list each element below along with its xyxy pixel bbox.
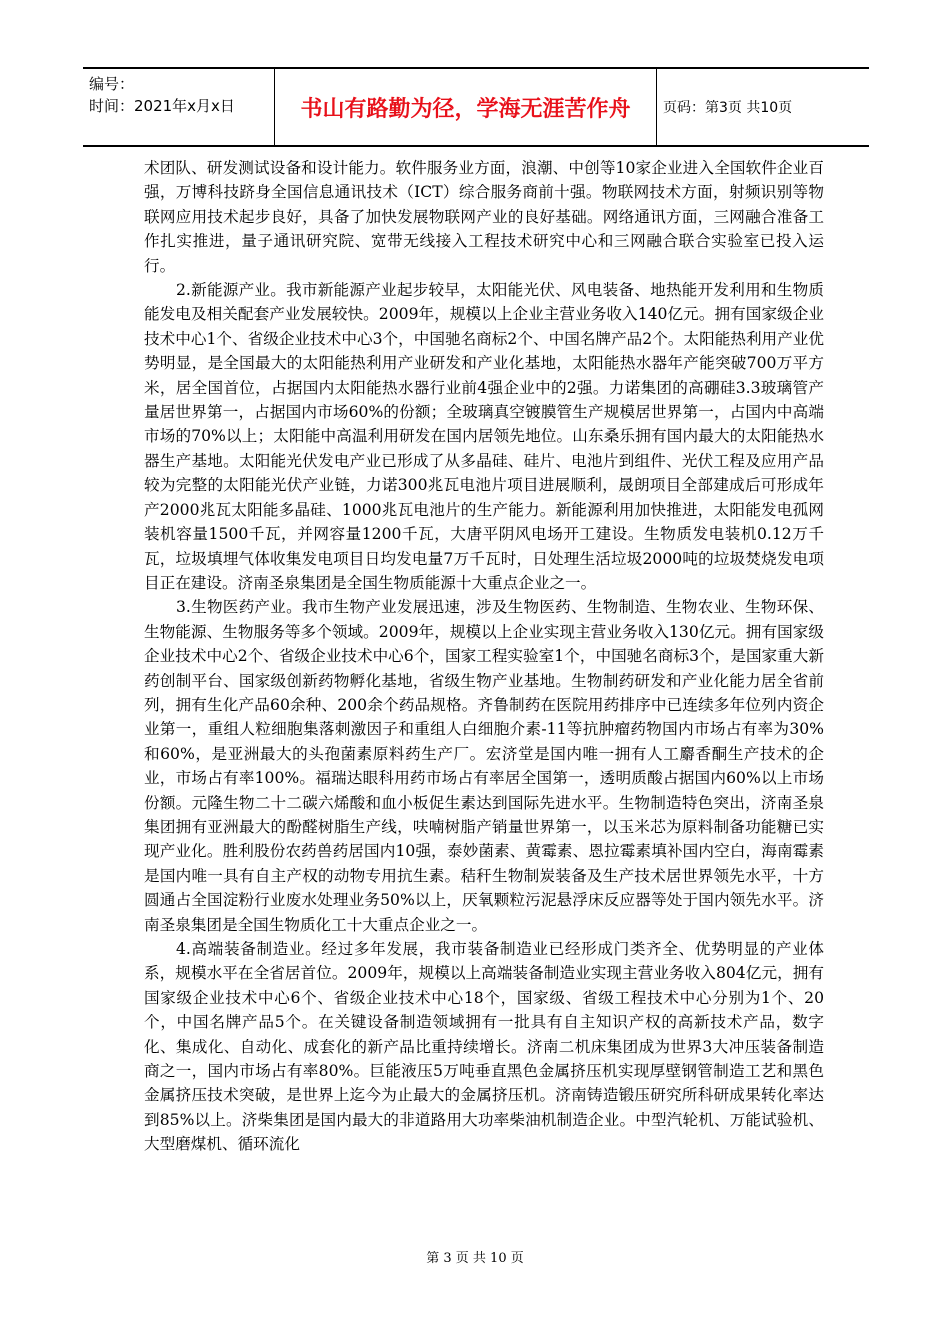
page-footer: 第 3 页 共 10 页 (426, 1251, 524, 1266)
document-number-label: 编号： (89, 75, 135, 93)
paragraph-new-energy: 2.新能源产业。我市新能源产业起步较早，太阳能光伏、风电装备、地热能开发利用和生物质能发电及相关配套产业发展较快。2009年，规模以上企业主营业务收入140亿元。拥有国家级企业技术中心1个、省级企业技术中心3个，中国驰名商标2个、中国名牌产品2个。太阳能热利用产业优势明显，是全国最大的太阳能热利用产业研发和产业化基地，太阳能热水器年产能突破700万平方米，居全国首位，占据国内太阳能热水器行业前4强企业中的2强。力诺集团的高硼硅3.3玻璃管产量居世界第一，占据国内市场60%的份额；全玻璃真空镀膜管生产规模居世界第一，占国内中高端市场的70%以上；太阳能中高温利用研发在国内居领先地位。山东桑乐拥有国内最大的太阳能热水器生产基地。太阳能光伏发电产业已形成了从多晶硅、硅片、电池片到组件、光伏工程及应用产品较为完整的太阳能光伏产业链，力诺300兆瓦电池片项目进展顺利，晟朗项目全部建成后可形成年产2000兆瓦太阳能多晶硅、1000兆瓦电池片的生产能力。新能源利用加快推进，太阳能发电孤网装机容量1500千瓦，并网容量1200千瓦，大唐平阴风电场开工建设。生物质发电装机0.12万千瓦，垃圾填埋气体收集发电项目日均发电量7万千瓦时，日处理生活垃圾2000吨的垃圾焚烧发电项目正在建设。济南圣泉集团是全国生物质能源十大重点企业之一。 (144, 281, 824, 592)
header-motto: 书山有路勤为径，学海无涯苦作舟 (275, 69, 657, 145)
header-meta (83, 69, 275, 145)
page-header (83, 67, 869, 147)
paragraph-ict: 术团队、研发测试设备和设计能力。软件服务业方面，浪潮、中创等10家企业进入全国软件企业百强，万博科技跻身全国信息通讯技术（ICT）综合服务商前十强。物联网技术方面，射频识别等物联网应用技术起步良好，具备了加快发展物联网产业的良好基础。网络通讯方面，三网融合准备工作扎实推进，量子通讯研究院、宽带无线接入工程技术研究中心和三网融合联合实验室已投入运行。 (144, 159, 824, 275)
document-body (144, 156, 824, 1157)
paragraph-equipment-manufacturing: 4.高端装备制造业。经过多年发展，我市装备制造业已经形成门类齐全、优势明显的产业体系，规模水平在全省居首位。2009年，规模以上高端装备制造业实现主营业务收入804亿元，拥有国家级企业技术中心6个、省级企业技术中心18个，国家级、省级工程技术中心分别为1个、20个，中国名牌产品5个。在关键设备制造领域拥有一批具有自主知识产权的高新技术产品，数字化、集成化、自动化、成套化的新产品比重持续增长。济南二机床集团成为世界3大冲压装备制造商之一，国内市场占有率80%。巨能液压5万吨垂直黑色金属挤压机实现厚壁钢管制造工艺和黑色金属挤压技术突破，是世界上迄今为止最大的金属挤压机。济南铸造锻压研究所科研成果转化率达到85%以上。济柴集团是国内最大的非道路用大功率柴油机制造企业。中型汽轮机、万能试验机、大型磨煤机、循环流化 (144, 940, 824, 1154)
document-time-label: 时间：2021年x月x日 (89, 97, 235, 115)
header-page-number: 页码：第3页 共10页 (663, 100, 793, 116)
paragraph-biomedicine: 3.生物医药产业。我市生物产业发展迅速，涉及生物医药、生物制造、生物农业、生物环保、生物能源、生物服务等多个领域。2009年，规模以上企业实现主营业务收入130亿元。拥有国家级企业技术中心2个、省级企业技术中心6个，国家工程实验室1个，中国驰名商标3个，是国家重大新药创制平台、国家级创新药物孵化基地，省级生物产业基地。生物制药研发和产业化能力居全省前列，拥有生化产品60余种、200余个药品规格。齐鲁制药在医院用药排序中已连续多年位列内资企业第一，重组人粒细胞集落刺激因子和重组人白细胞介素-11等抗肿瘤药物国内市场占有率为30%和60%，是亚洲最大的头孢菌素原料药生产厂。宏济堂是国内唯一拥有人工麝香酮生产技术的企业，市场占有率100%。福瑞达眼科用药市场占有率居全国第一，透明质酸占据国内60%以上市场份额。元隆生物二十二碳六烯酸和血小板促生素达到国际先进水平。生物制造特色突出，济南圣泉集团拥有亚洲最大的酚醛树脂生产线，呋喃树脂产销量世界第一，以玉米芯为原料制备功能糖已实现产业化。胜利股份农药兽药居国内10强，泰妙菌素、黄霉素、恩拉霉素填补国内空白，海南霉素是国内唯一具有自主产权的动物专用抗生素。秸秆生物制炭装备及生产技术居世界领先水平，十方圆通占全国淀粉行业废水处理业务50%以上，厌氧颗粒污泥悬浮床反应器等处于国内领先水平。济南圣泉集团是全国生物质化工十大重点企业之一。 (144, 598, 824, 934)
